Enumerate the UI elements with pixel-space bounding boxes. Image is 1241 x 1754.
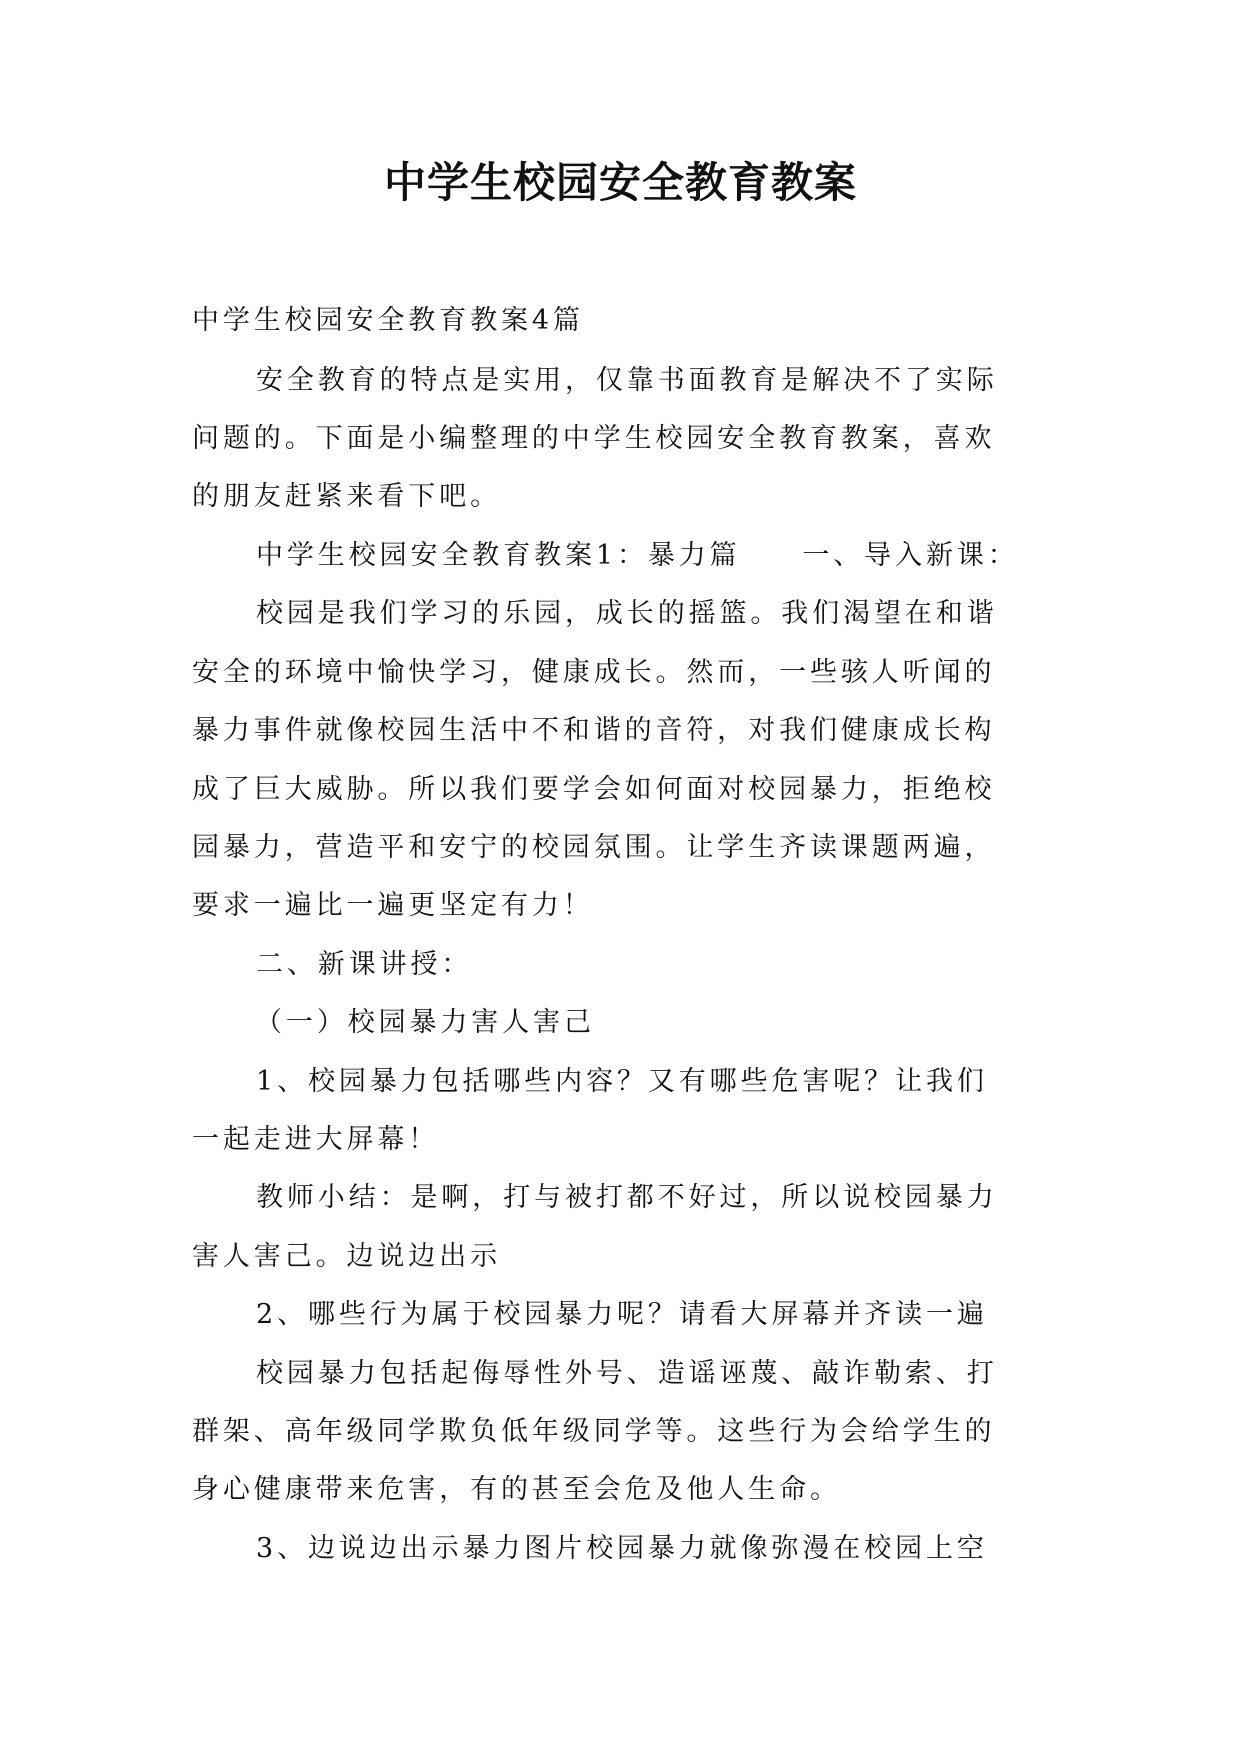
paragraph-line: 问题的。下面是小编整理的中学生校园安全教育教案，喜欢 (192, 423, 996, 454)
section-heading-line: 中学生校园安全教育教案1：暴力篇 一、导入新课： (256, 540, 1019, 571)
paragraph-line: 3、边说边出示暴力图片校园暴力就像弥漫在校园上空 (256, 1533, 988, 1564)
paragraph-line: 一起走进大屏幕！ (192, 1124, 440, 1155)
paragraph-line: 暴力事件就像校园生活中不和谐的音符，对我们健康成长构 (192, 715, 996, 746)
paragraph-line: 安全的环境中愉快学习，健康成长。然而，一些骇人听闻的 (192, 657, 996, 688)
paragraph-line: 身心健康带来危害，有的甚至会危及他人生命。 (192, 1474, 841, 1505)
paragraph-line: 校园暴力包括起侮辱性外号、造谣诬蔑、敲诈勒索、打 (256, 1358, 998, 1389)
document-subtitle: 中学生校园安全教育教案4篇 (192, 305, 584, 336)
section-heading-line: 二、新课讲授： (256, 949, 473, 980)
paragraph-line: 的朋友赶紧来看下吧。 (192, 481, 501, 512)
paragraph-line: 园暴力，营造平和安宁的校园氛围。让学生齐读课题两遍， (192, 832, 996, 863)
paragraph-line: 成了巨大威胁。所以我们要学会如何面对校园暴力，拒绝校 (192, 774, 996, 805)
paragraph-line: 群架、高年级同学欺负低年级同学等。这些行为会给学生的 (192, 1416, 996, 1447)
paragraph-line: 校园是我们学习的乐园，成长的摇篮。我们渴望在和谐 (256, 598, 998, 629)
paragraph-line: 2、哪些行为属于校园暴力呢？请看大屏幕并齐读一遍 (256, 1299, 988, 1330)
paragraph-line: 害人害己。边说边出示 (192, 1241, 501, 1272)
paragraph-line: 教师小结：是啊，打与被打都不好过，所以说校园暴力 (256, 1182, 998, 1213)
document-title: 中学生校园安全教育教案 (383, 158, 857, 207)
paragraph-line: 安全教育的特点是实用，仅靠书面教育是解决不了实际 (256, 365, 998, 396)
paragraph-line: 1、校园暴力包括哪些内容？又有哪些危害呢？让我们 (256, 1066, 988, 1097)
paragraph-line: 要求一遍比一遍更坚定有力！ (192, 890, 594, 921)
subsection-heading-line: （一）校园暴力害人害己 (255, 1007, 595, 1038)
